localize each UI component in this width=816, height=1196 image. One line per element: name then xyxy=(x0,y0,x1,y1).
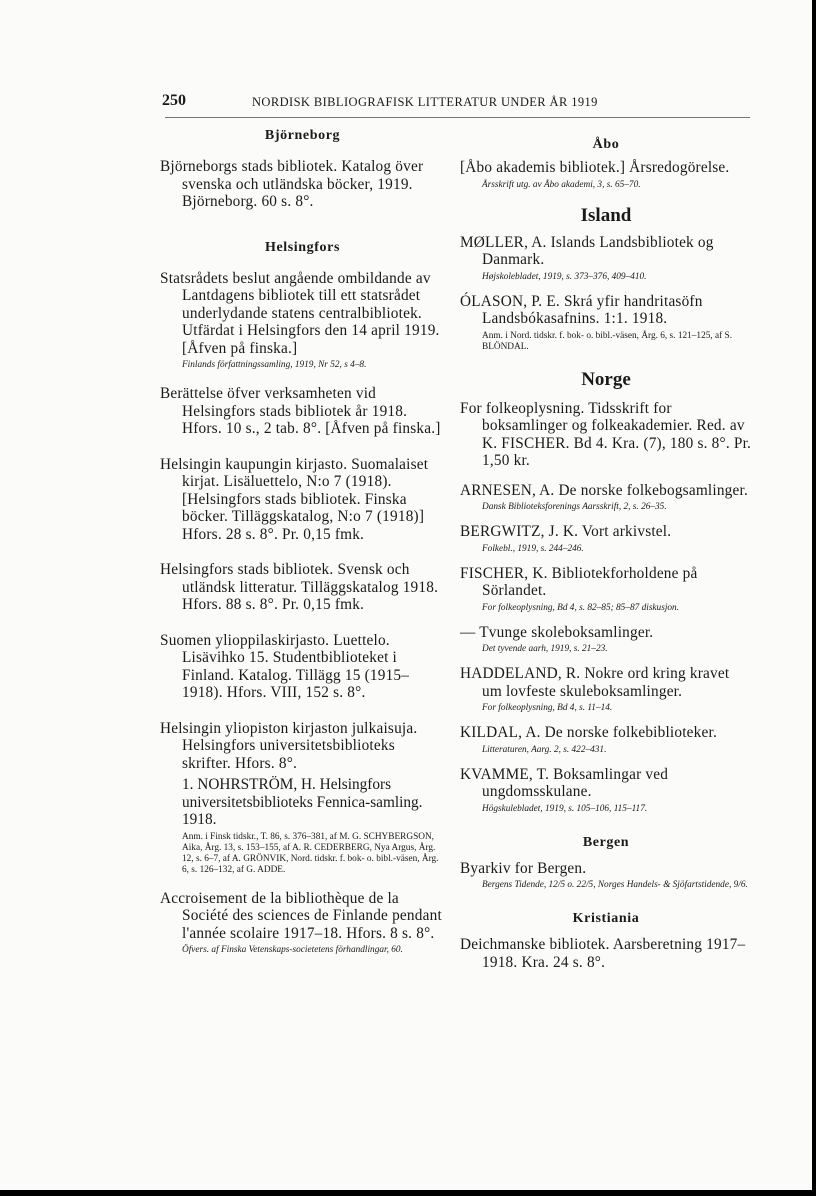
entry-helsingin-yliopiston-kirjasto: Helsingin yliopiston kirjaston julkaisuja. Helsingfors universitetsbiblioteks skrifter. Hfors. 8°. xyxy=(160,719,418,772)
section-heading-helsingfors: Helsingfors xyxy=(264,239,341,255)
left-column xyxy=(160,128,445,956)
entry-note: Bergens Tidende, 12/5 o. 22/5, Norges Handels- & Sjöfartstidende, 9/6. xyxy=(482,880,748,890)
section-heading-abo: Åbo xyxy=(592,137,620,152)
entry-deichmanske-bibliotek: Deichmanske bibliotek. Aarsberetning 1917–1918. Kra. 24 s. 8°. xyxy=(460,936,746,971)
entry-note: Finlands författningssamling, 1919, Nr 52, s 4–8. xyxy=(182,360,367,370)
entry-berattelse: Berättelse öfver verksamheten vid Helsingfors stads bibliotek år 1918. Hfors. 10 s., 2 tab. 8°. [Åfven på finska.] xyxy=(160,385,441,437)
entry-note: Årsskrift utg. av Åbo akademi, 3, s. 65–70. xyxy=(482,179,641,190)
section-heading-kristiania: Kristiania xyxy=(572,911,640,926)
entry-anmalan: Anm. i Nord. tidskr. f. bok- o. bibl.-väsen, Årg. 6, s. 121–125, af S. BLÖNDAL. xyxy=(482,330,733,352)
entry-suomen-ylioppilaskirjasto: Suomen ylioppilaskirjasto. Luettelo. Lisävihko 15. Studentbiblioteket i Finland. Katalog. Tillägg 15 (1915–1918). Hfors. VIII, 152 s. 8°. xyxy=(160,631,410,701)
entry-olason: ÓLASON, P. E. Skrá yfir handritasöfn Landsbókasafnins. 1:1. 1918. xyxy=(460,292,703,327)
page-edge-bottom xyxy=(0,1190,816,1196)
entry-anmalan: Anm. i Finsk tidskr., T. 86, s. 376–381, af M. G. SCHYBERGSON, Aika, Årg. 13, s. 153–155, af A. R. CEDERBERG, Nya Argus, Årg. 12, s. 6–7, af A. GRÖNVIK, Nord. tidskr. f. bok- o. bibl.-väsen, Årg. 6, s. 126–132, af G. ADDE. xyxy=(182,831,439,875)
running-title: NORDISK BIBLIOGRAFISK LITTERATUR UNDER ÅR 1919 xyxy=(252,95,598,109)
section-heading-norge: Norge xyxy=(581,368,631,390)
entry-tvunge-skoleboksamlinger: — Tvunge skoleboksamlinger. xyxy=(460,623,654,641)
entry-abo-akademis-bibliotek: [Åbo akademis bibliotek.] Årsredogörelse. xyxy=(460,159,730,176)
running-head xyxy=(162,92,752,114)
entry-note: Dansk Biblioteksforenings Aarsskrift, 2, s. 26–35. xyxy=(482,502,667,512)
right-column xyxy=(460,128,752,971)
entry-note: Folkebl., 1919, s. 244–246. xyxy=(482,543,584,554)
entry-note: Det tyvende aarh, 1919, s. 21–23. xyxy=(482,644,608,654)
entry-note: Litteraturen, Aarg. 2, s. 422–431. xyxy=(482,744,607,755)
entry-fischer: FISCHER, K. Bibliotekforholdene på Sörlandet. xyxy=(460,564,698,599)
entry-note: Öfvers. af Finska Vetenskaps-societetens förhandlingar, 60. xyxy=(182,945,403,955)
entry-haddeland: HADDELAND, R. Nokre ord kring kravet um lovfeste skuleboksamlinger. xyxy=(460,665,730,700)
entry-note: Högskulebladet, 1919, s. 105–106, 115–117. xyxy=(482,803,648,814)
entry-kildal: KILDAL, A. De norske folkebiblioteker. xyxy=(460,724,717,741)
entry-helsingin-kaupungin-kirjasto: Helsingin kaupungin kirjasto. Suomalaiset kirjat. Lisäluettelo, N:o 7 (1918). [Helsingfors stads bibliotek. Finska böcker. Tilläggskatalog, N:o 7 (1918)] Hfors. 28 s. 8°. Pr. 0,15 fmk. xyxy=(160,455,429,543)
entry-bjorneborgs-stads-bibliotek: Björneborgs stads bibliotek. Katalog över svenska och utländska böcker, 1919. Björneborg. 60 s. 8°. xyxy=(160,158,424,210)
page-number: 250 xyxy=(162,92,186,109)
entry-accroisement: Accroisement de la bibliothèque de la Société des sciences de Finlande pendant l'année scolaire 1917–18. Hfors. 8 s. 8°. xyxy=(160,889,442,942)
entry-bergwitz: BERGWITZ, J. K. Vort arkivstel. xyxy=(460,523,672,540)
entry-helsingfors-stads-bibliotek: Helsingfors stads bibliotek. Svensk och utländsk litteratur. Tilläggskatalog 1918. Hfors. 88 s. 8°. Pr. 0,15 fmk. xyxy=(160,561,439,613)
entry-for-folkeoplysning: For folkeoplysning. Tidsskrift for boksamlinger og folkeakademier. Red. av K. FISCHER. Bd 4. Kra. (7), 180 s. 8°. Pr. 1,50 kr. xyxy=(460,399,752,469)
page-edge-right xyxy=(812,0,816,1196)
entry-byarkiv-for-bergen: Byarkiv for Bergen. xyxy=(460,859,587,877)
section-heading-bjorneborg: Björneborg xyxy=(264,128,341,143)
entry-note: For folkeoplysning, Bd 4, s. 11–14. xyxy=(482,703,613,713)
entry-arnesen: ARNESEN, A. De norske folkebogsamlinger. xyxy=(460,481,748,499)
section-heading-bergen: Bergen xyxy=(582,834,630,850)
entry-moller: MØLLER, A. Islands Landsbibliotek og Danmark. xyxy=(460,233,714,268)
section-heading-island: Island xyxy=(580,204,632,226)
entry-kvamme: KVAMME, T. Boksamlingar ved ungdomsskulane. xyxy=(460,765,669,800)
header-rule xyxy=(165,117,750,118)
entry-note: Højskolebladet, 1919, s. 373–376, 409–410. xyxy=(482,271,647,282)
entry-nohrstrom-sub: 1. NOHRSTRÖM, H. Helsingfors universitetsbiblioteks Fennica-samling. 1918. xyxy=(182,776,423,828)
entry-statsradets-beslut: Statsrådets beslut angående ombildande av Lantdagens bibliotek till ett statsrådet underlydande statens centralbibliotek. Utfärdat i Helsingfors den 14 april 1919. [Åfven på finska.] xyxy=(160,269,440,357)
entry-note: For folkeoplysning, Bd 4, s. 82–85; 85–87 diskusjon. xyxy=(482,602,680,613)
